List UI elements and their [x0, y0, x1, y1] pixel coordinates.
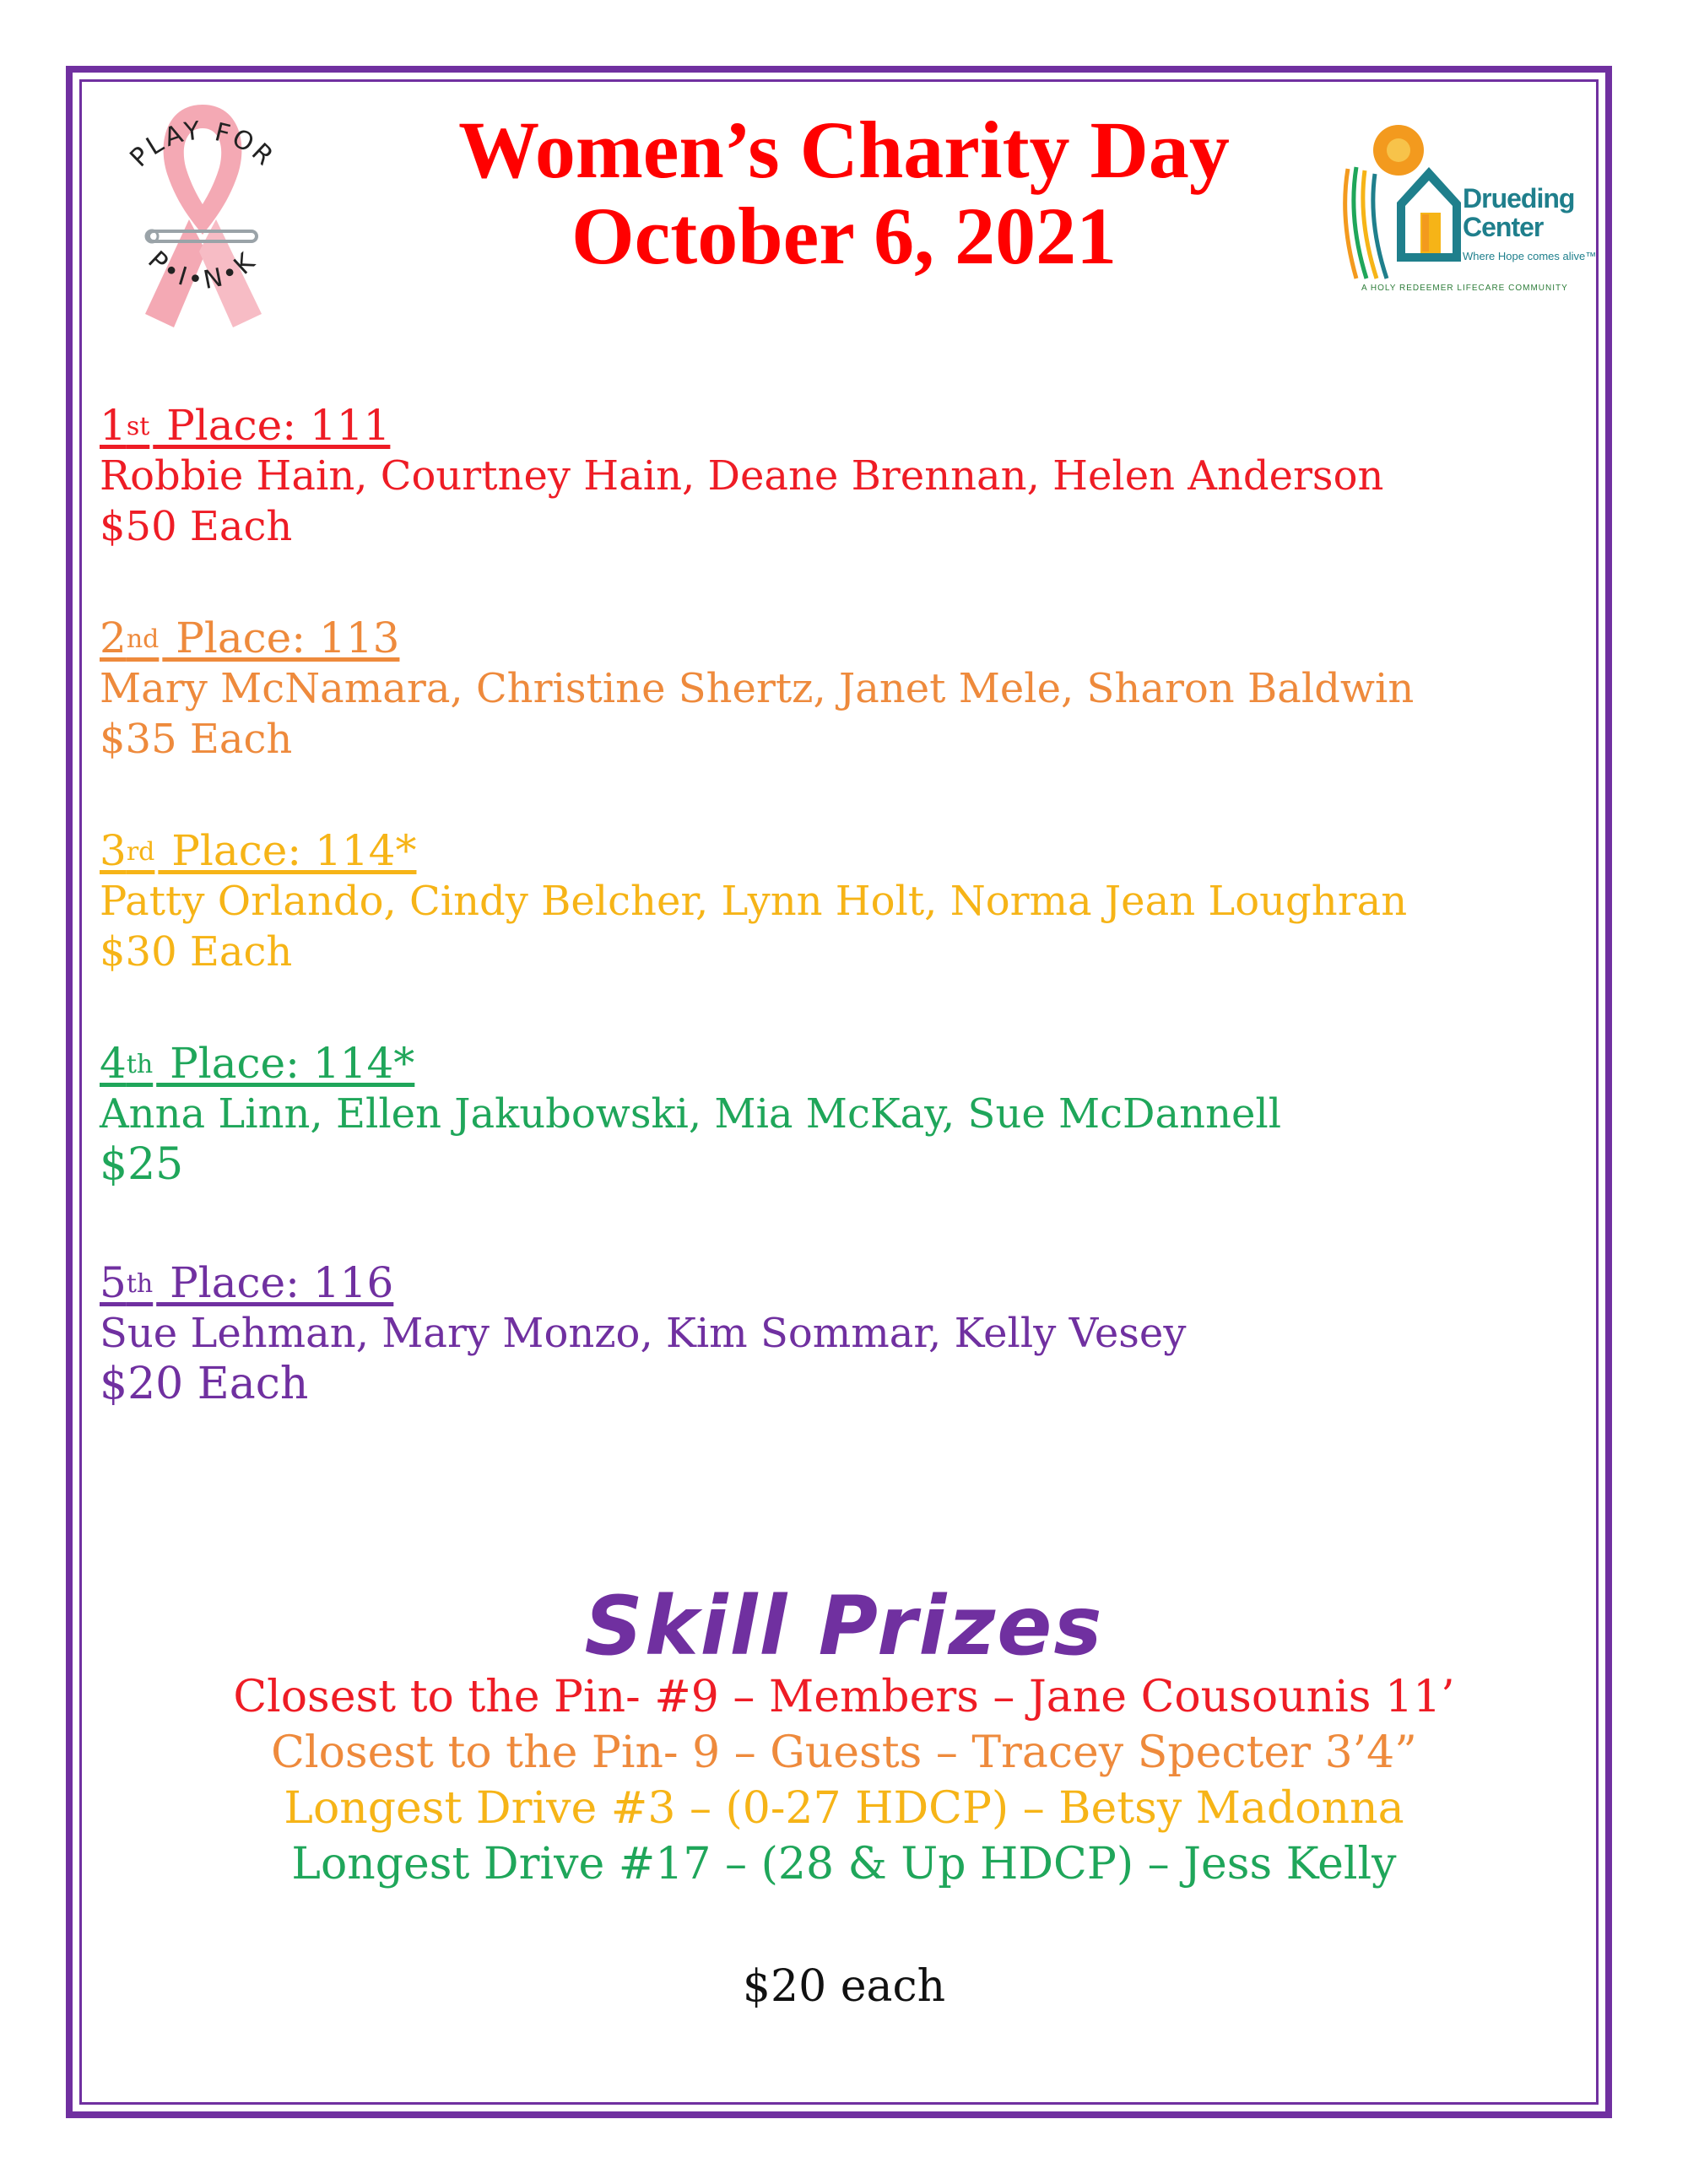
skill-prizes-heading: Skill Prizes — [584, 1579, 1104, 1673]
drueding-subtitle: A HOLY REDEEMER LIFECARE COMMUNITY — [1361, 284, 1568, 293]
skill-prize-amount: $20 each — [742, 1961, 946, 2012]
place-heading: 3rd Place: 114* — [100, 826, 417, 875]
logo-left-text-top: PLAY FOR — [124, 116, 281, 173]
prize-amount: $50 Each — [100, 503, 293, 550]
place-block-3 — [100, 825, 1407, 977]
drueding-name-line1: Drueding — [1463, 183, 1575, 214]
place-block-4 — [100, 1038, 1281, 1190]
pink-ribbon-icon — [101, 93, 304, 338]
prize-amount: $30 Each — [100, 928, 293, 976]
skill-prize-line-3: Longest Drive #3 – (0-27 HDCP) – Betsy Madonna — [284, 1783, 1404, 1834]
team-names: Patty Orlando, Cindy Belcher, Lynn Holt, Norma Jean Loughran — [100, 878, 1408, 925]
play-for-pink-logo — [101, 93, 304, 338]
page-date: October 6, 2021 — [571, 191, 1117, 281]
place-heading: 2nd Place: 113 — [100, 614, 400, 662]
team-names: Robbie Hain, Courtney Hain, Deane Brennan, Helen Anderson — [100, 452, 1384, 500]
place-heading: 1st Place: 111 — [100, 401, 391, 450]
skill-prize-line-1: Closest to the Pin- #9 – Members – Jane Cousounis 11’ — [233, 1672, 1455, 1722]
logo-left-text-bottom: P•I•N•K — [142, 245, 263, 296]
place-block-2 — [100, 613, 1414, 765]
team-names: Sue Lehman, Mary Monzo, Kim Sommar, Kelly Vesey — [100, 1310, 1187, 1357]
prize-amount: $35 Each — [100, 716, 293, 763]
prize-amount: $20 Each — [100, 1359, 309, 1409]
place-block-1 — [100, 400, 1383, 552]
drueding-name-line2: Center — [1463, 212, 1544, 242]
prize-amount: $25 — [100, 1139, 184, 1190]
team-names: Mary McNamara, Christine Shertz, Janet Mele, Sharon Baldwin — [100, 665, 1415, 712]
skill-prize-line-4: Longest Drive #17 – (28 & Up HDCP) – Jess Kelly — [291, 1839, 1397, 1889]
drueding-center-logo — [1338, 118, 1597, 300]
place-heading: 4th Place: 114* — [100, 1039, 415, 1088]
page-title: Women’s Charity Day — [458, 105, 1230, 195]
drueding-center-name — [1463, 184, 1574, 241]
place-heading: 5th Place: 116 — [100, 1258, 394, 1307]
team-names: Anna Linn, Ellen Jakubowski, Mia McKay, Sue McDannell — [100, 1090, 1282, 1138]
drueding-tagline: Where Hope comes alive™ — [1463, 250, 1597, 262]
place-block-5 — [100, 1257, 1186, 1409]
skill-prize-line-2: Closest to the Pin- 9 – Guests – Tracey Specter 3’4” — [271, 1727, 1417, 1778]
